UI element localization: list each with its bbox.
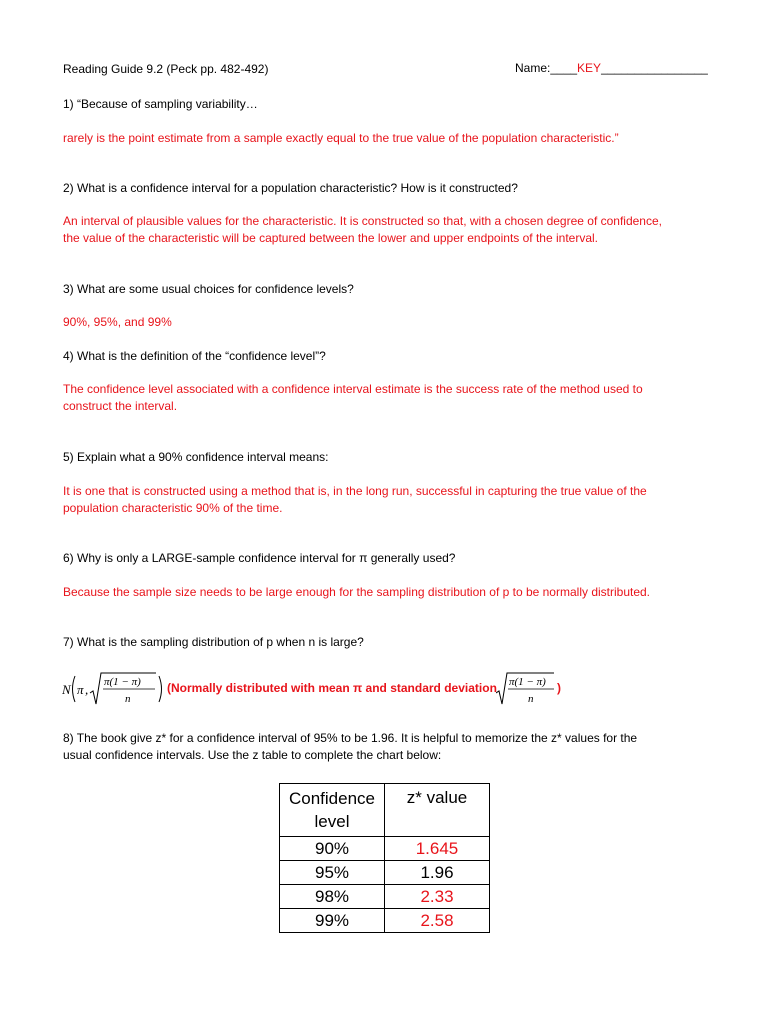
answer-2-line-1: An interval of plausible values for the characteristic. It is constructed so that, with a chosen degree of confidence, bbox=[63, 214, 662, 228]
answer-7: (Normally distributed with mean π and standard deviation bbox=[167, 681, 497, 695]
table-row bbox=[280, 885, 490, 909]
name-label: Name:____ bbox=[515, 61, 578, 75]
std-dev-denominator: n bbox=[528, 693, 534, 705]
header-z-value: z* value bbox=[385, 784, 490, 837]
formula-comma: , bbox=[85, 682, 89, 697]
question-7: 7) What is the sampling distribution of p when n is large? bbox=[63, 635, 364, 649]
question-5: 5) Explain what a 90% confidence interval means: bbox=[63, 450, 329, 464]
answer-3: 90%, 95%, and 99% bbox=[63, 315, 172, 329]
answer-2-line-2: the value of the characteristic will be captured between the lower and upper endpoints of the interval. bbox=[63, 231, 598, 245]
name-value: KEY bbox=[577, 61, 602, 75]
question-8-line-2: usual confidence intervals. Use the z table to complete the chart below: bbox=[63, 748, 442, 762]
formula-mean: π bbox=[77, 682, 84, 697]
std-dev-numerator: π(1 − π) bbox=[509, 676, 546, 688]
std-dev-formula bbox=[496, 668, 558, 710]
level-cell: 95% bbox=[280, 861, 385, 885]
formula-right-paren bbox=[159, 676, 162, 702]
formula-numerator: π(1 − π) bbox=[104, 676, 141, 688]
normal-distribution-formula bbox=[62, 668, 172, 710]
z-cell: 1.645 bbox=[385, 837, 490, 861]
header-confidence-line-2: level bbox=[314, 812, 350, 831]
name-field bbox=[515, 61, 708, 75]
name-blank: ________________ bbox=[601, 61, 708, 75]
answer-5-line-2: population characteristic 90% of the time. bbox=[63, 501, 283, 515]
formula-left-paren bbox=[73, 676, 76, 702]
z-value-table bbox=[279, 783, 490, 933]
table-row bbox=[280, 837, 490, 861]
question-6: 6) Why is only a LARGE-sample confidence interval for π generally used? bbox=[63, 551, 456, 565]
level-cell: 98% bbox=[280, 885, 385, 909]
question-2: 2) What is a confidence interval for a population characteristic? How is it constructed? bbox=[63, 181, 518, 195]
formula-denominator: n bbox=[125, 693, 131, 705]
answer-4-line-1: The confidence level associated with a confidence interval estimate is the success rate of the method used to bbox=[63, 382, 643, 396]
document-title: Reading Guide 9.2 (Peck pp. 482-492) bbox=[63, 62, 269, 76]
table-row bbox=[280, 909, 490, 933]
table-row bbox=[280, 861, 490, 885]
question-1: 1) “Because of sampling variability… bbox=[63, 97, 258, 111]
header-confidence-level bbox=[280, 784, 385, 837]
answer-5-line-1: It is one that is constructed using a method that is, in the long run, successful in capturing the true value of the bbox=[63, 484, 647, 498]
formula-N: N bbox=[62, 682, 71, 697]
z-cell: 2.58 bbox=[385, 909, 490, 933]
question-3: 3) What are some usual choices for confidence levels? bbox=[63, 282, 354, 296]
z-cell: 2.33 bbox=[385, 885, 490, 909]
level-cell: 90% bbox=[280, 837, 385, 861]
answer-1: rarely is the point estimate from a sample exactly equal to the true value of the population characteristic.” bbox=[63, 131, 619, 145]
answer-7-close: ) bbox=[557, 681, 561, 695]
z-cell: 1.96 bbox=[385, 861, 490, 885]
answer-4-line-2: construct the interval. bbox=[63, 399, 178, 413]
question-8-line-1: 8) The book give z* for a confidence interval of 95% to be 1.96. It is helpful to memorize the z* values for the bbox=[63, 731, 638, 745]
header-confidence-line-1: Confidence bbox=[288, 789, 375, 808]
answer-6: Because the sample size needs to be large enough for the sampling distribution of p to be normally distributed. bbox=[63, 585, 651, 599]
level-cell: 99% bbox=[280, 909, 385, 933]
table-header-row bbox=[280, 784, 490, 837]
question-4: 4) What is the definition of the “confidence level”? bbox=[63, 349, 326, 363]
